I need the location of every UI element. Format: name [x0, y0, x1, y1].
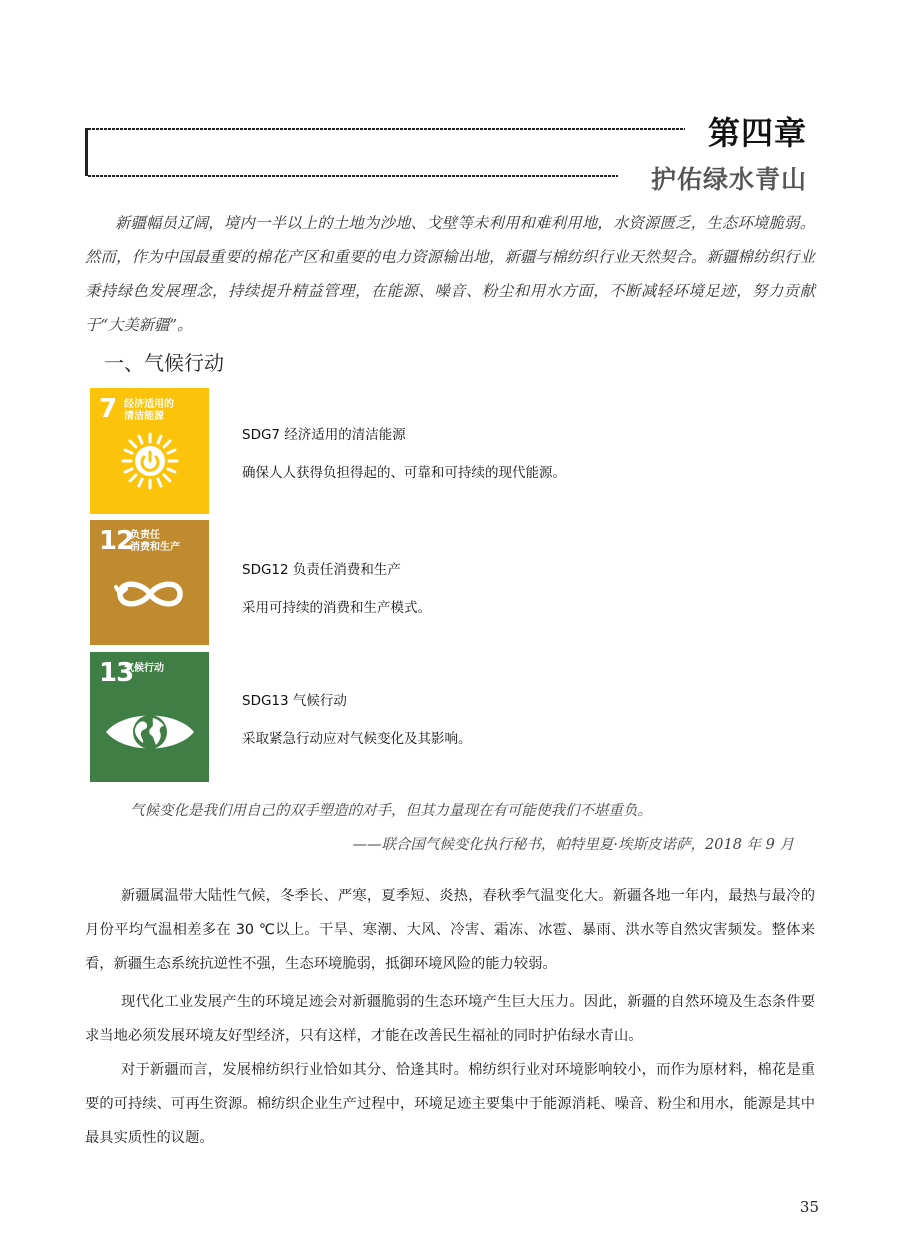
- sdg12-text: [242, 558, 431, 616]
- sdg7-tile-label-line1: 经济适用的: [124, 399, 174, 410]
- sun-power-icon: [121, 432, 179, 490]
- sdg7-tile-label-line2: 清洁能源: [124, 411, 164, 422]
- sdg13-heading: SDG13 气候行动: [242, 693, 347, 709]
- header-frame-bottom-line: [88, 175, 618, 177]
- sdg12-heading: SDG12 负责任消费和生产: [242, 562, 401, 578]
- sdg12-tile: [90, 520, 209, 645]
- chapter-number: 第四章: [707, 114, 807, 152]
- sdg12-tile-label: [130, 530, 180, 554]
- sdg13-text: [242, 689, 472, 747]
- sdg13-description: 采取紧急行动应对气候变化及其影响。: [242, 731, 472, 747]
- header-frame-left: [85, 128, 88, 176]
- sdg7-text: [242, 423, 566, 481]
- quote-source: ——联合国气候变化执行秘书，帕特里夏·埃斯皮诺萨，2018 年 9 月: [352, 837, 794, 853]
- sdg7-tile-number: 7: [99, 394, 117, 424]
- sdg7-tile-label: [124, 399, 174, 423]
- quote-text: 气候变化是我们用自己的双手塑造的对手，但其力量现在有可能使我们不堪重负。: [130, 803, 652, 819]
- sdg12-tile-label-line2: 消费和生产: [130, 542, 180, 553]
- sdg7-tile: [90, 388, 209, 514]
- sdg13-tile-label-line1: 气候行动: [124, 663, 164, 674]
- body-paragraph-1: 新疆属温带大陆性气候，冬季长、严寒，夏季短、炎热，春秋季气温变化大。新疆各地一年内，最热与最冷的月份平均气温相差多在 30 ℃以上。干旱、寒潮、大风、冷害、霜冻、冰雹、暴雨、洪水等自然灾害频发。整体来看，新疆生态系统抗逆性不强，生态环境脆弱，抵御环境风险的能力较弱。: [85, 888, 815, 972]
- sdg12-description: 采用可持续的消费和生产模式。: [242, 600, 431, 616]
- body-paragraph-2: 现代化工业发展产生的环境足迹会对新疆脆弱的生态环境产生巨大压力。因此，新疆的自然环境及生态条件要求当地必须发展环境友好型经济，只有这样，才能在改善民生福祉的同时护佑绿水青山。: [85, 994, 815, 1044]
- sdg12-tile-number: 12: [99, 526, 134, 556]
- sdg7-heading: SDG7 经济适用的清洁能源: [242, 427, 406, 443]
- intro-paragraph: 新疆幅员辽阔，境内一半以上的土地为沙地、戈壁等未利用和难利用地，水资源匮乏，生态环境脆弱。然而，作为中国最重要的棉花产区和重要的电力资源输出地，新疆与棉纺织行业天然契合。新疆棉纺织行业秉持绿色发展理念，持续提升精益管理，在能源、噪音、粉尘和用水方面，不断减轻环境足迹，努力贡献于“大美新疆”。: [85, 214, 815, 334]
- sdg7-description: 确保人人获得负担得起的、可靠和可持续的现代能源。: [242, 465, 566, 481]
- eye-globe-icon: [104, 708, 196, 756]
- section-title: 一、气候行动: [104, 351, 224, 375]
- page-number: 35: [799, 1198, 819, 1216]
- sdg13-tile-label: [124, 663, 164, 675]
- sdg12-tile-label-line1: 负责任: [130, 530, 160, 541]
- header-frame-top-line: [88, 128, 685, 130]
- sdg13-tile: [90, 652, 209, 782]
- chapter-title: 护佑绿水青山: [650, 165, 807, 194]
- sdg13-tile-number: 13: [99, 658, 134, 688]
- infinity-icon: [112, 576, 188, 612]
- body-paragraph-3: 对于新疆而言，发展棉纺织行业恰如其分、恰逢其时。棉纺织行业对环境影响较小，而作为原材料，棉花是重要的可持续、可再生资源。棉纺织企业生产过程中，环境足迹主要集中于能源消耗、噪音、粉尘和用水，能源是其中最具实质性的议题。: [85, 1062, 815, 1146]
